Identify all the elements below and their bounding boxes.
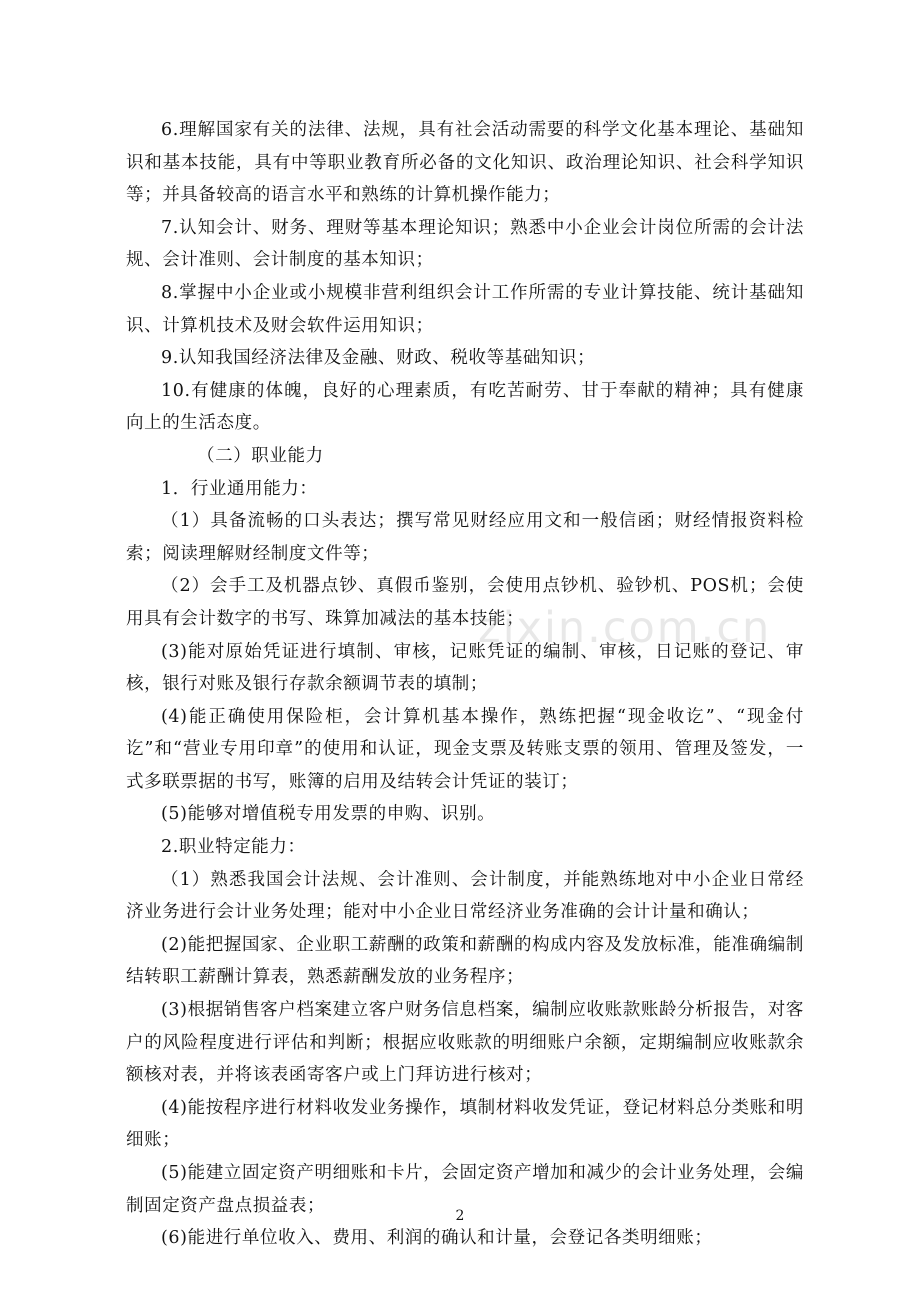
subheading-general-ability: 1．行业通用能力：: [161, 478, 318, 499]
paragraph-specific-6: (6)能进行单位收入、费用、利润的确认和计量，会登记各类明细账；: [161, 1228, 713, 1249]
paragraph-specific-5: (5)能建立固定资产明细账和卡片，会固定资产增加和减少的会计业务处理，会编制固定资产盘点损益表；: [126, 1163, 804, 1216]
paragraph-general-3: (3)能对原始凭证进行填制、审核，记账凭证的编制、审核，日记账的登记、审核，银行对账及银行存款余额调节表的填制；: [126, 641, 804, 695]
paragraph-general-2: （2）会手工及机器点钞、真假币鉴别，会使用点钞机、验钞机、POS机；会使用具有会计数字的书写、珠算加减法的基本技能；: [126, 576, 804, 629]
paragraph-general-1: （1）具备流畅的口头表达；撰写常见财经应用文和一般信函；财经情报资料检索；阅读理解财经制度文件等；: [126, 511, 804, 564]
paragraph-item-10: 10.有健康的体魄，良好的心理素质，有吃苦耐劳、甘于奉献的精神；具有健康向上的生活态度。: [126, 380, 804, 434]
page-number: 2: [455, 1208, 465, 1224]
paragraph-item-8: 8.掌握中小企业或小规模非营利组织会计工作所需的专业计算技能、统计基础知识、计算机技术及财会软件运用知识；: [126, 282, 804, 336]
paragraph-specific-1: （1）熟悉我国会计法规、会计准则、会计制度，并能熟练地对中小企业日常经济业务进行会计业务处理；能对中小企业日常经济业务准确的会计计量和确认；: [126, 869, 804, 923]
paragraph-specific-3: (3)根据销售客户档案建立客户财务信息档案，编制应收账款账龄分析报告，对客户的风险程度进行评估和判断；根据应收账款的明细账户余额，定期编制应收账款余额核对表，并将该表函寄客户或上门拜访进行核对；: [126, 1000, 804, 1086]
paragraph-general-4: (4)能正确使用保险柜，会计算机基本操作，熟练把握“现金收讫”、“现金付讫”和“营业专用印章”的使用和认证，现金支票及转账支票的领用、管理及签发，一式多联票据的书写，账簿的启用及结转会计凭证的装订；: [126, 706, 804, 792]
paragraph-general-5: (5)能够对增值税专用发票的申购、识别。: [161, 804, 496, 825]
paragraph-specific-2: (2)能把握国家、企业职工薪酬的政策和薪酬的构成内容及发放标准，能准确编制结转职工薪酬计算表，熟悉薪酬发放的业务程序；: [126, 934, 804, 988]
paragraph-item-7: 7.认知会计、财务、理财等基本理论知识；熟悉中小企业会计岗位所需的会计法规、会计准则、会计制度的基本知识；: [126, 217, 804, 271]
paragraph-specific-4: (4)能按程序进行材料收发业务操作，填制材料收发凭证，登记材料总分类账和明细账；: [126, 1097, 804, 1151]
page-body: [126, 114, 804, 1255]
section-heading-vocational-ability: （二）职业能力: [197, 445, 324, 466]
paragraph-item-6: 6.理解国家有关的法律、法规，具有社会活动需要的科学文化基本理论、基础知识和基本技能，具有中等职业教育所必备的文化知识、政治理论知识、社会科学知识等；并具备较高的语言水平和熟练的计算机操作能力；: [126, 120, 804, 206]
paragraph-item-9: 9.认知我国经济法律及金融、财政、税收等基础知识；: [161, 348, 596, 369]
watermark: zixin.com.cn: [478, 603, 772, 653]
subheading-specific-ability: 2.职业特定能力：: [161, 837, 306, 858]
